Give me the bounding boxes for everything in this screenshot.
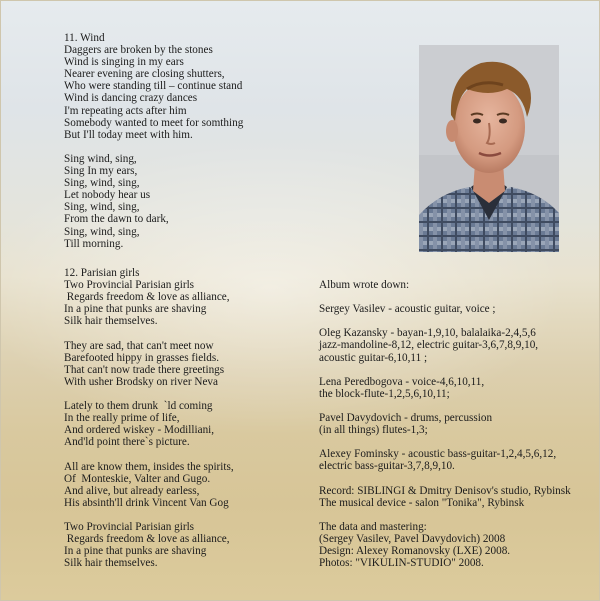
- blank-line: [64, 509, 234, 521]
- lyric-line: Sing, wind, sing,: [64, 225, 140, 238]
- blank-line: [319, 315, 571, 327]
- lyric-line: In a pine that punks are shaving: [64, 303, 207, 316]
- lyric-line: Silk hair themselves.: [64, 557, 158, 570]
- lyric-line: Sing, wind, sing,: [64, 201, 140, 214]
- lyric-line: Somebody wanted to meet for somthing: [64, 116, 244, 129]
- lyric-line: Sing, wind, sing,: [64, 177, 140, 190]
- blank-line: [64, 388, 234, 400]
- lyric-line: They are sad, that can't meet now: [64, 339, 214, 352]
- lyric-line: His absinth'll drink Vincent Van Gog: [64, 496, 229, 509]
- credit-line: Album wrote down:: [319, 279, 410, 291]
- lyric-line: Sing In my ears,: [64, 165, 138, 178]
- song-parisian-lyrics: [64, 267, 234, 569]
- lyric-line: 12. Parisian girls: [64, 267, 140, 279]
- blank-line: [64, 448, 234, 460]
- lyric-line: Of Monteskie, Valter and Gugo.: [64, 472, 211, 485]
- credit-line: (in all things) flutes-1,3;: [319, 424, 428, 437]
- credit-line: The data and mastering:: [319, 520, 427, 533]
- lyric-line: Nearer evening are closing shutters,: [64, 68, 225, 81]
- lyric-line: That can't now trade there greetings: [64, 363, 225, 376]
- credit-line: Oleg Kazansky - bayan-1,9,10, balalaika-2,4,5,6: [319, 327, 536, 340]
- album-credits: [319, 279, 571, 569]
- blank-line: [319, 364, 571, 376]
- lyric-line: Let nobody hear us: [64, 189, 151, 202]
- credit-line: (Sergey Vasilev, Pavel Davydovich) 2008: [319, 532, 506, 545]
- lyric-line: And ordered wiskey - Modilliani,: [64, 424, 215, 437]
- blank-line: [319, 436, 571, 448]
- lyric-line: And alive, but already earless,: [64, 484, 200, 497]
- credit-line: electric bass-guitar-3,7,8,9,10.: [319, 460, 455, 473]
- lyric-line: 11. Wind: [64, 32, 105, 44]
- credit-line: Lena Peredbogova - voice-4,6,10,11,: [319, 375, 485, 388]
- lyric-line: But I'll today meet with him.: [64, 128, 193, 141]
- credit-line: Sergey Vasilev - acoustic guitar, voice ;: [319, 303, 496, 316]
- credit-line: Record: SIBLINGI & Dmitry Denisov's studio, Rybinsk: [319, 484, 571, 497]
- blank-line: [64, 141, 243, 153]
- lyric-line: From the dawn to dark,: [64, 213, 169, 226]
- lyric-line: Wind is singing in my ears: [64, 56, 184, 69]
- lyric-line: Sing wind, sing,: [64, 152, 137, 165]
- lyric-line: Who were standing till – continue stand: [64, 80, 243, 93]
- credit-line: jazz-mandoline-8,12, electric guitar-3,6,7,8,9,10,: [319, 339, 539, 352]
- lyric-line: Daggers are broken by the stones: [64, 44, 213, 57]
- lyric-line: Silk hair themselves.: [64, 315, 158, 328]
- lyric-line: Two Provincial Parisian girls: [64, 520, 195, 533]
- blank-line: [64, 327, 234, 339]
- credit-line: Alexey Fominsky - acoustic bass-guitar-1,2,4,5,6,12,: [319, 448, 557, 461]
- credit-line: Design: Alexey Romanovsky (LXE) 2008.: [319, 545, 511, 558]
- portrait-photo: [419, 45, 559, 252]
- lyric-line: Barefooted hippy in grasses fields.: [64, 351, 220, 364]
- lyric-line: With usher Brodsky on river Neva: [64, 375, 218, 388]
- lyric-line: In a pine that punks are shaving: [64, 545, 207, 558]
- lyric-line: Wind is dancing crazy dances: [64, 92, 198, 105]
- lyric-line: Two Provincial Parisian girls: [64, 279, 195, 292]
- credit-line: the block-flute-1,2,5,6,10,11;: [319, 387, 450, 400]
- blank-line: [319, 509, 571, 521]
- blank-line: [319, 400, 571, 412]
- blank-line: [319, 291, 571, 303]
- credit-line: acoustic guitar-6,10,11 ;: [319, 351, 428, 364]
- blank-line: [319, 473, 571, 485]
- credit-line: Photos: "VIKULIN-STUDIO" 2008.: [319, 557, 484, 570]
- lyric-line: All are know them, insides the spirits,: [64, 460, 234, 473]
- credit-line: Pavel Davydovich - drums, percussion: [319, 412, 493, 425]
- lyric-line: Lately to them drunk `ld coming: [64, 400, 213, 413]
- lyric-line: Regards freedom & love as alliance,: [64, 533, 230, 546]
- lyric-line: I'm repeating acts after him: [64, 104, 187, 117]
- lyric-line: In the really prime of life,: [64, 412, 180, 425]
- lyric-line: Regards freedom & love as alliance,: [64, 291, 230, 304]
- song-wind-lyrics: [64, 32, 243, 250]
- lyric-line: And'ld point there`s picture.: [64, 436, 190, 449]
- portrait-photo-icon: [419, 45, 559, 252]
- credit-line: The musical device - salon "Tonika", Rybinsk: [319, 496, 525, 509]
- lyric-line: Till morning.: [64, 237, 124, 250]
